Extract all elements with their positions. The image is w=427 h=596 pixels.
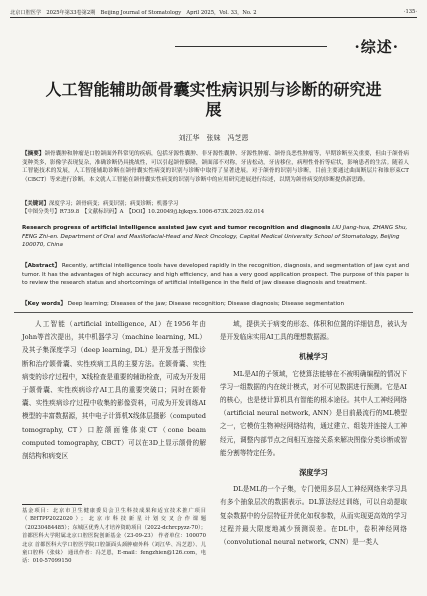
abstract-en-text: Recently, artificial intelligence tools have developed rapidly in the recognition, diagnosis, and segmentation of jaw cyst and tumor. It has the advantages of high accuracy and high efficiency, and has a very good application prospect. The purpose of this paper is to review the research status and shortcomings of artificial intelligence in the field of jaw disease diagnosis and treatment. <box>22 263 409 286</box>
abstract-cn-text: 颌骨囊肿和肿瘤是口腔颌面外科常见的疾病，包括牙源性囊肿、非牙源性囊肿、牙源性肿瘤、颌骨良恶性肿瘤等，早期诊断至关重要，但由于颌骨病变种类多，影像学表现复杂，准确诊断仍具挑战性，可以引起颌骨膨隆，颌面部不对称，牙齿松动，牙齿移位，病理性骨折等症状，影响患者的生活。随着人工智能技术的发展，人工智能辅助诊断在颌骨囊实性病变的识别与诊断中取得了显著进展。对于颌骨的识别与诊断，目前主要通过曲面断层片和锥形束CT（CBCT）等来进行诊断。本文就人工智能在颌骨囊实性病变的识别与诊断中的应用研究进展进行综述，以期为颌骨病变的诊断提供新思路。 <box>22 151 409 183</box>
english-authors: LIU Jiang-hua, ZHANG Shu, FENG Zhi-en. Department of Oral and Maxillofacial-Head and Neck Oncology, Capital Medical University School of Stomatology, Beijing 100070, China <box>22 225 408 248</box>
header-page-number: ·135· <box>403 9 417 15</box>
footnote: 基金项目：北京市卫生健康委员会卫生科技成果和适宜技术推广项目（BHTPP2022020）；北京市科技新星计划交叉合作课题（20230484485）；东城区优秀人才培养资助项目（2022-dchrcpyzz-70）；首都医科大学附属北京口腔医院创新基金（23-09-23） 作者单位：100070 北京 首都医科大学口腔医学院口腔颌面头颈肿瘤外科（刘江华、冯芝恩）、儿童口腔科（张妹） 通讯作者：冯芝恩，E-mail：fengzhien@126.com，电话：010-57099150 <box>22 508 206 565</box>
abstract-en-label: 【Abstract】 <box>22 263 61 269</box>
english-title: Research progress of artificial intelligence assisted jaw cyst and tumor recognition and diagnosis <box>22 225 331 231</box>
author-list: 刘江华 张妹 冯芝恩 <box>178 134 249 142</box>
body-paragraph: 人工智能（artificial intelligence, AI）在1956年由John等首次提出，其中机器学习（machine learning, ML）及其子集深度学习（deep learning, DL）是开发基于图像诊断和治疗颌骨囊、实性疾病工具的主要方法。在颌骨囊、实性病变的诊疗过程中，X线检查是重要的辅助检查，可成为开发用于颌骨囊、实性疾病诊疗AI工具的重要突破口；同时在颌骨囊、实性疾病诊疗过程中收集的影像资料，可成为开发训练AI模型的丰富数据源，其中电子计算机X线体层摄影（computed tomography, CT）口腔颌面锥体束CT（cone beam computed tomography, CBCT）可以在3D上显示颌骨的解剖结构和病变区 <box>22 320 206 461</box>
keywords-cn <box>22 200 409 208</box>
section-label: ·综述· <box>354 38 399 56</box>
keywords-cn-label: 【关键词】 <box>22 201 49 207</box>
abstract-en <box>22 262 409 288</box>
keywords-en-label: 【Key words】 <box>22 301 66 307</box>
article-title: 人工智能辅助颌骨囊实性病识别与诊断的研究进展 <box>45 80 382 119</box>
keywords-en <box>22 300 409 309</box>
abstract-cn-label: 【摘要】 <box>22 151 45 157</box>
footnote-rule <box>22 504 82 505</box>
body-paragraph: ML是AI的子领域，它使算法能够在不被明确编程的情况下学习一组数据的内在统计模式，对不可见数据进行预测。它是AI的核心，也是使计算机具有智能的根本途径。其中人工神经网络（artificial neural network, ANN）是目前最流行的ML模型之一，它模仿生物神经网络结构，通过建立、组装并连接人工神经元，调整内部节点之间相互连接关系来解决图像分类诊断或智能分割等特定任务。 <box>220 369 407 457</box>
body-right-column <box>220 318 407 549</box>
keywords-cn-text: 深度学习；颌骨病变；病变识别；病变诊断；机器学习 <box>48 201 179 207</box>
keywords-en-text: Deep learning; Diseases of the jaw; Disease recognition; Disease diagnosis; Disease segmentation <box>67 301 345 307</box>
body-paragraph: DL是ML的一个子集，专门使用多层人工神经网络来学习具有多个抽象层次的数据表示。DL算法经过训练，可以自动提取复杂数据中的分层特征并优化如权参数，从而实现更高效的学习过程并最大限度地减少预测误差。在DL中，卷积神经网络（convolutional neural network, CNN）是一类人 <box>220 485 407 547</box>
section-heading-ml: 机械学习 <box>299 352 328 362</box>
classification-line: 【中图分类号】R739.8 【文献标识码】A 【DOI】10.20049/j.bjkqyx.1006-673X.2025.02.014 <box>22 209 265 215</box>
body-left-column <box>22 318 206 463</box>
section-heading-dl: 深度学习 <box>299 468 328 478</box>
abstract-separator <box>14 312 413 313</box>
body-paragraph: 域，提供关于病变的形态、体积和位置的详细信息，被认为是开发临床实用AI工具的理想数据源。 <box>220 320 407 342</box>
header-rule <box>10 17 417 18</box>
abstract-cn <box>22 150 409 184</box>
section-rule <box>175 46 327 47</box>
header-journal-info: 北京口腔医学 2025年第33卷第2期 Beijing Journal of Stomatology April 2025，Vol. 33，No. 2 <box>10 9 257 16</box>
english-title-block <box>22 224 409 250</box>
